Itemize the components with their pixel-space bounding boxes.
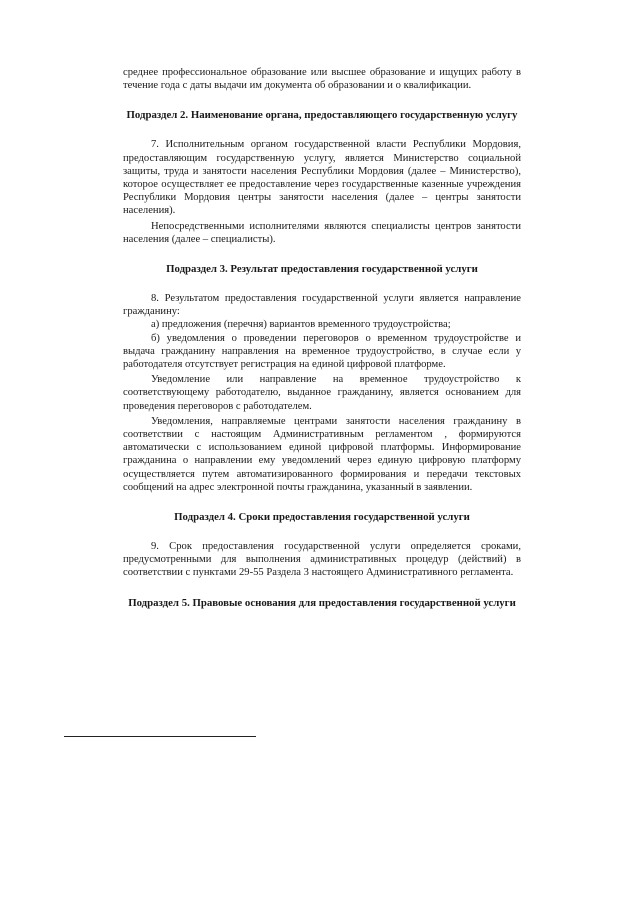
section-3-item-b: б) уведомления о проведении переговоров о временном трудоустройстве и выдача гражданину направления на временное трудоустройство, в случае если у работодателя отсутствует регистрация на единой цифровой платформе. bbox=[123, 332, 521, 371]
intro-paragraph: среднее профессиональное образование или высшее образование и ищущих работу в течение года с даты выдачи им документа об образовании и о квалификации. bbox=[123, 67, 521, 92]
page-body bbox=[123, 66, 521, 610]
section-3-paragraph-8: 8. Результатом предоставления государственной услуги является направление гражданину: bbox=[123, 293, 521, 318]
section-2-paragraph-executors: Непосредственными исполнителями являются специалисты центров занятости населения (далее – специалисты). bbox=[123, 220, 521, 245]
section-3-item-a: а) предложения (перечня) вариантов временного трудоустройства; bbox=[151, 319, 451, 331]
footnote-separator bbox=[64, 736, 256, 737]
section-4-paragraph-9: 9. Срок предоставления государственной услуги определяется сроками, предусмотренными для выполнения административных процедур (действий) в соответствии с пунктами 29-55 Раздела 3 настоящего Административного регламента. bbox=[123, 541, 521, 579]
section-4-heading: Подраздел 4. Сроки предоставления государственной услуги bbox=[174, 511, 470, 524]
section-3-paragraph-notice: Уведомление или направление на временное трудоустройство к соответствующему работодателю, выданное гражданину, является основанием для проведения переговоров с работодателем. bbox=[123, 374, 521, 412]
section-5-heading: Подраздел 5. Правовые основания для предоставления государственной услуги bbox=[128, 596, 516, 609]
section-3-paragraph-notifications: Уведомления, направляемые центрами занятости населения гражданину в соответствии с настоящим Административным регламентом , формируются автоматически с использованием единой цифровой платформы. Информирование гражданина о направлении ему уведомлений через единую цифровую платформу осуществляется путем автоматизированного формирования и передачи текстовых сообщений на адрес электронной почты гражданина, указанный в заявлении. bbox=[123, 415, 521, 493]
section-3-heading: Подраздел 3. Результат предоставления государственной услуги bbox=[166, 263, 478, 276]
section-2-paragraph-7: 7. Исполнительным органом государственной власти Республики Мордовия, предоставляющим государственную услугу, является Министерство социальной защиты, труда и занятости населения Республики Мордовия (далее – Министерство), которое осуществляет ее предоставление через государственные казенные учреждения Республики Мордовия центры занятости населения (далее – центры занятости населения). bbox=[123, 139, 521, 217]
section-2-heading: Подраздел 2. Наименование органа, предоставляющего государственную услугу bbox=[126, 109, 518, 122]
